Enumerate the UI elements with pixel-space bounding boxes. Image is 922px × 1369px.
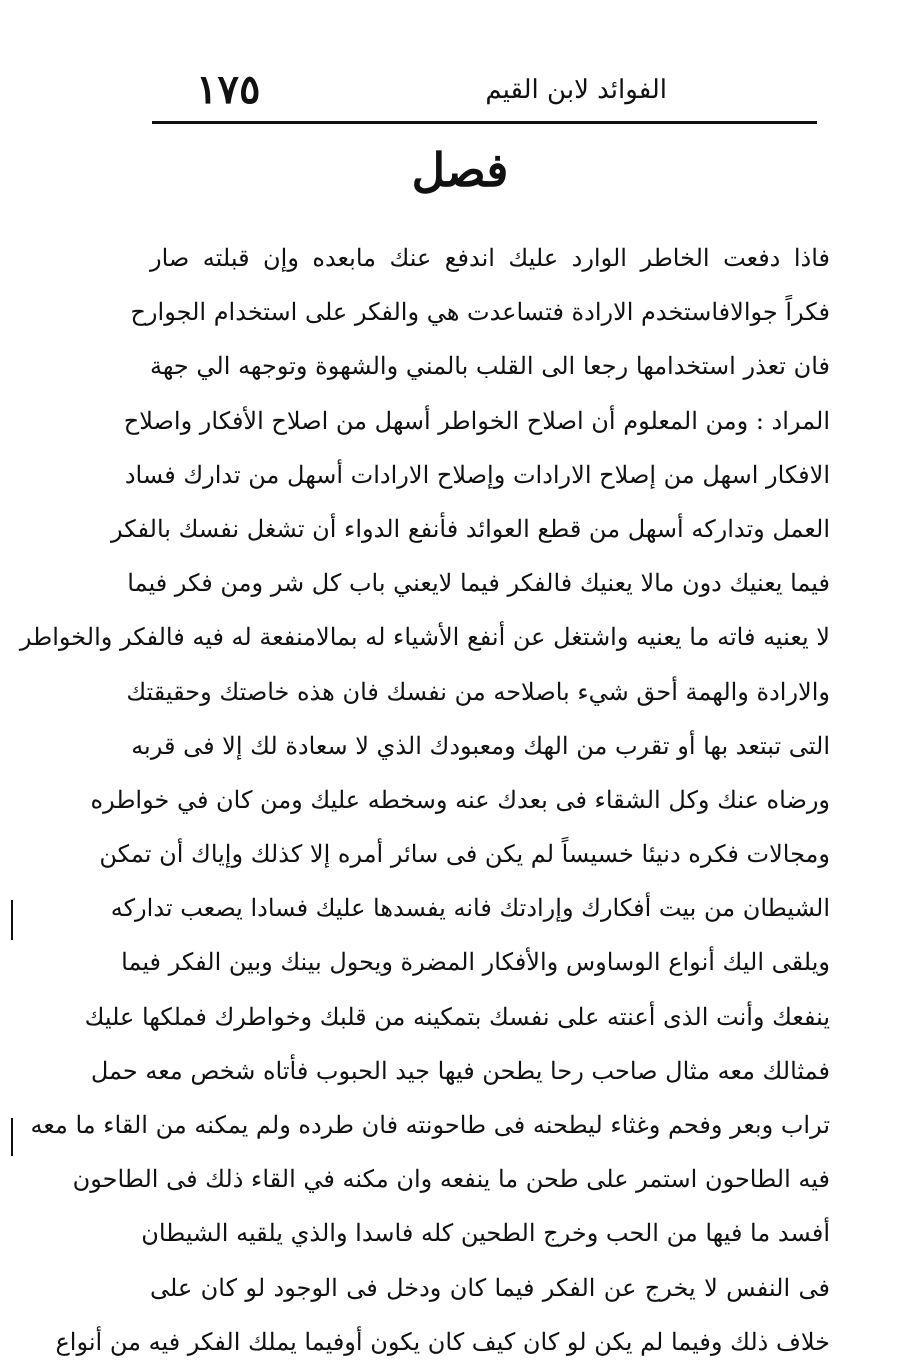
text-line: والارادة والهمة أحق شيء باصلاحه من نفسك فان هذه خاصتك وحقيقتك xyxy=(126,677,830,706)
text-line: ينفعك وأنت الذى أعنته على نفسك بتمكينه من قلبك وخواطرك فملكها عليك xyxy=(84,1002,830,1031)
running-title: الفوائد لابن القيم xyxy=(485,75,667,105)
page-number: ١٧٥ xyxy=(196,66,261,113)
text-line: فيما يعنيك دون مالا يعنيك فالفكر فيما لايعني باب كل شر ومن فكر فيما xyxy=(127,569,830,598)
text-line: فيه الطاحون استمر على طحن ما ينفعه وان مكنه في القاء ذلك فى الطاحون xyxy=(72,1165,830,1194)
text-line: فان تعذر استخدامها رجعا الى القلب بالمني والشهوة وتوجهه الي جهة xyxy=(150,352,830,381)
text-line: التى تبتعد بها أو تقرب من الهك ومعبودك الذي لا سعادة لك إلا فى قربه xyxy=(131,731,830,760)
text-line: أفسد ما فيها من الحب وخرج الطحين كله فاسدا والذي يلقيه الشيطان xyxy=(141,1219,830,1248)
text-line: تراب وبعر وفحم وغثاء ليطحنه فى طاحونته فان طرده ولم يمكنه من القاء ما معه xyxy=(30,1111,830,1139)
page-header xyxy=(152,66,817,118)
text-line: الشيطان من بيت أفكارك وإرادتك فانه يفسدها عليك فسادا يصعب تداركه xyxy=(110,894,830,923)
margin-mark xyxy=(11,900,13,940)
text-line: فى النفس لا يخرج عن الفكر فيما كان ودخل فى الوجود لو كان على xyxy=(150,1273,830,1302)
text-line: فكراً جوالافاستخدم الارادة فتساعدت هي والفكر على استخدام الجوارح xyxy=(130,298,830,327)
margin-mark xyxy=(11,1118,13,1156)
text-line: ومجالات فكره دنيئا خسيساً لم يكن فى سائر أمره إلا كذلك وإياك أن تمكن xyxy=(99,840,830,869)
text-line: ورضاه عنك وكل الشقاء فى بعدك عنه وسخطه عليك ومن كان في خواطره xyxy=(90,785,830,814)
text-line: فاذا دفعت الخاطر الوارد عليك اندفع عنك مابعده وإن قبلته صار xyxy=(150,244,830,272)
section-heading: فصل xyxy=(411,143,509,197)
text-line: المراد : ومن المعلوم أن اصلاح الخواطر أسهل من اصلاح الأفكار واصلاح xyxy=(123,406,830,435)
text-line: الافكار اسهل من إصلاح الارادات وإصلاح الارادات أسهل من تدارك فساد xyxy=(124,460,830,489)
text-line: ويلقى اليك أنواع الوساوس والأفكار المضرة ويحول بينك وبين الفكر فيما xyxy=(121,948,830,977)
body-text xyxy=(19,231,830,1369)
text-line: فمثالك معه مثال صاحب رحا يطحن فيها جيد الحبوب فأتاه شخص معه حمل xyxy=(90,1056,830,1085)
text-line: العمل وتداركه أسهل من قطع العوائد فأنفع الدواء أن تشغل نفسك بالفكر xyxy=(111,514,830,543)
text-line: لا يعنيه فاته ما يعنيه واشتغل عن أنفع الأشياء له بمالامنفعة له فيه فالفكر والخواطر xyxy=(19,623,830,652)
text-line: خلاف ذلك وفيما لم يكن لو كان كيف كان يكون أوفيما يملك الفكر فيه من أنواع xyxy=(55,1327,830,1356)
header-rule xyxy=(152,121,817,124)
